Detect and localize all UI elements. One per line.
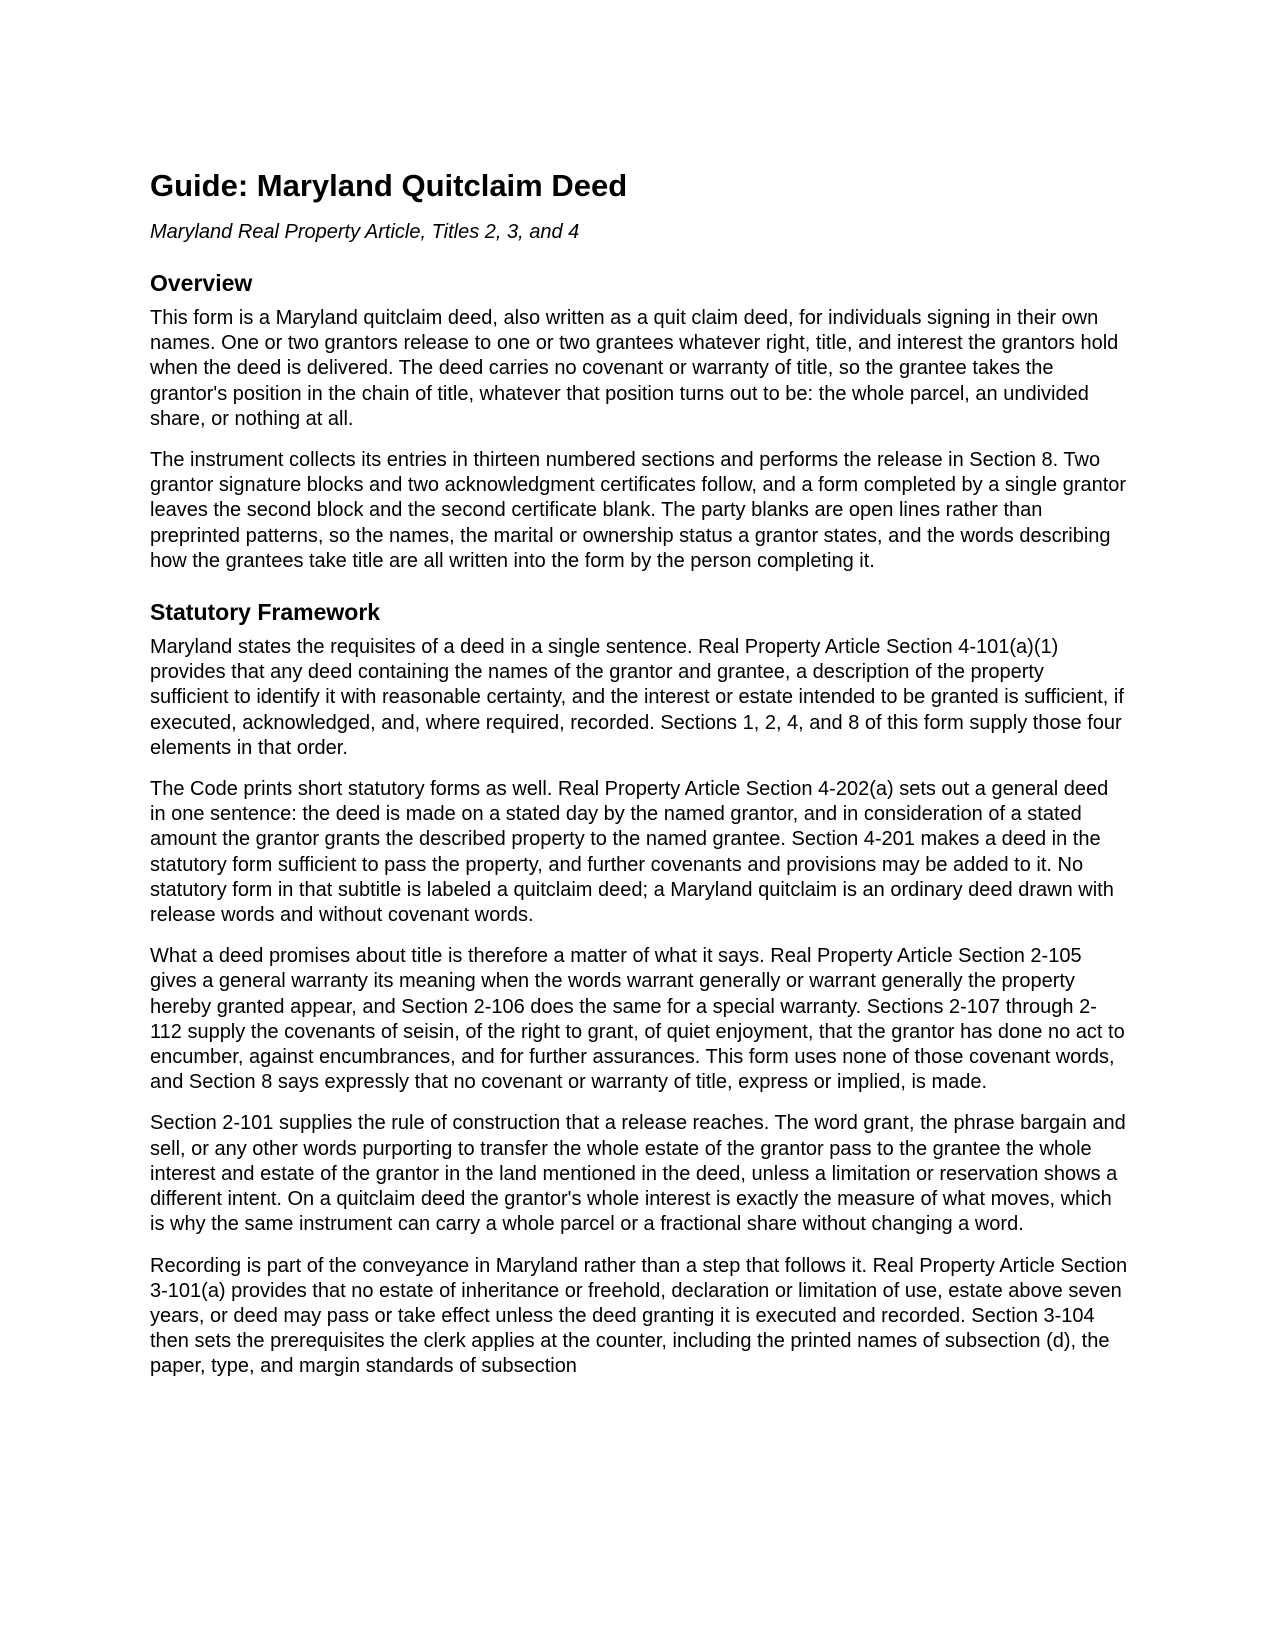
section-heading-statutory-framework: Statutory Framework: [150, 599, 381, 626]
framework-paragraph-3: What a deed promises about title is therefore a matter of what it says. Real Property Article Section 2-105 gives a general warranty its meaning when the words warrant generally or warrant generally the property hereby granted appear, and Section 2-106 does the same for a special warranty. Sections 2-107 through 2-112 supply the covenants of seisin, of the right to grant, of quiet enjoyment, that the grantor has done no act to encumber, against encumbrances, and for further assurances. This form uses none of those covenant words, and Section 8 says expressly that no covenant or warranty of title, express or implied, is made.: [150, 945, 1125, 1094]
section-statutory-framework: [150, 598, 1128, 1379]
section-overview: [150, 269, 1128, 574]
overview-paragraph-1: This form is a Maryland quitclaim deed, also written as a quit claim deed, for individuals signing in their own names. One or two grantors release to one or two grantees whatever right, title, and interest the grantors hold when the deed is delivered. The deed carries no covenant or warranty of title, so the grantee takes the grantor's position in the chain of title, whatever that position turns out to be: the whole parcel, an undivided share, or nothing at all.: [150, 307, 1119, 430]
document-title: Guide: Maryland Quitclaim Deed: [150, 168, 628, 203]
framework-paragraph-5: Recording is part of the conveyance in Maryland rather than a step that follows it. Real Property Article Section 3-101(a) provides that no estate of inheritance or freehold, declaration or limitation of use, estate above seven years, or deed may pass or take effect unless the deed granting it is executed and recorded. Section 3-104 then sets the prerequisites the clerk applies at the counter, including the printed names of subsection (d), the paper, type, and margin standards of subsection: [150, 1254, 1128, 1378]
section-heading-overview: Overview: [150, 270, 253, 296]
document-subtitle: Maryland Real Property Article, Titles 2, 3, and 4: [150, 221, 580, 243]
framework-paragraph-4: Section 2-101 supplies the rule of construction that a release reaches. The word grant, the phrase bargain and sell, or any other words purporting to transfer the whole estate of the grantor pass to the grantee the whole interest and estate of the grantor in the land mentioned in the deed, unless a limitation or reservation shows a different intent. On a quitclaim deed the grantor's whole interest is exactly the measure of what moves, which is why the same instrument can carry a whole parcel or a fractional share without changing a word.: [150, 1112, 1126, 1236]
framework-paragraph-1: Maryland states the requisites of a deed in a single sentence. Real Property Article Section 4-101(a)(1) provides that any deed containing the names of the grantor and grantee, a description of the property sufficient to identify it with reasonable certainty, and the interest or estate intended to be granted is sufficient, if executed, acknowledged, and, where required, recorded. Sections 1, 2, 4, and 8 of this form supply those four elements in that order.: [150, 636, 1124, 759]
overview-paragraph-2: The instrument collects its entries in thirteen numbered sections and performs the release in Section 8. Two grantor signature blocks and two acknowledgment certificates follow, and a form completed by a single grantor leaves the second block and the second certificate blank. The party blanks are open lines rather than preprinted patterns, so the names, the marital or ownership status a grantor states, and the words describing how the grantees take title are all written into the form by the person completing it.: [150, 449, 1127, 572]
document-page: [150, 168, 1128, 1380]
framework-paragraph-2: The Code prints short statutory forms as well. Real Property Article Section 4-202(a) sets out a general deed in one sentence: the deed is made on a stated day by the named grantor, and in consideration of a stated amount the grantor grants the described property to the named grantee. Section 4-201 makes a deed in the statutory form sufficient to pass the property, and further covenants and provisions may be added to it. No statutory form in that subtitle is labeled a quitclaim deed; a Maryland quitclaim is an ordinary deed drawn with release words and without covenant words.: [150, 778, 1114, 927]
